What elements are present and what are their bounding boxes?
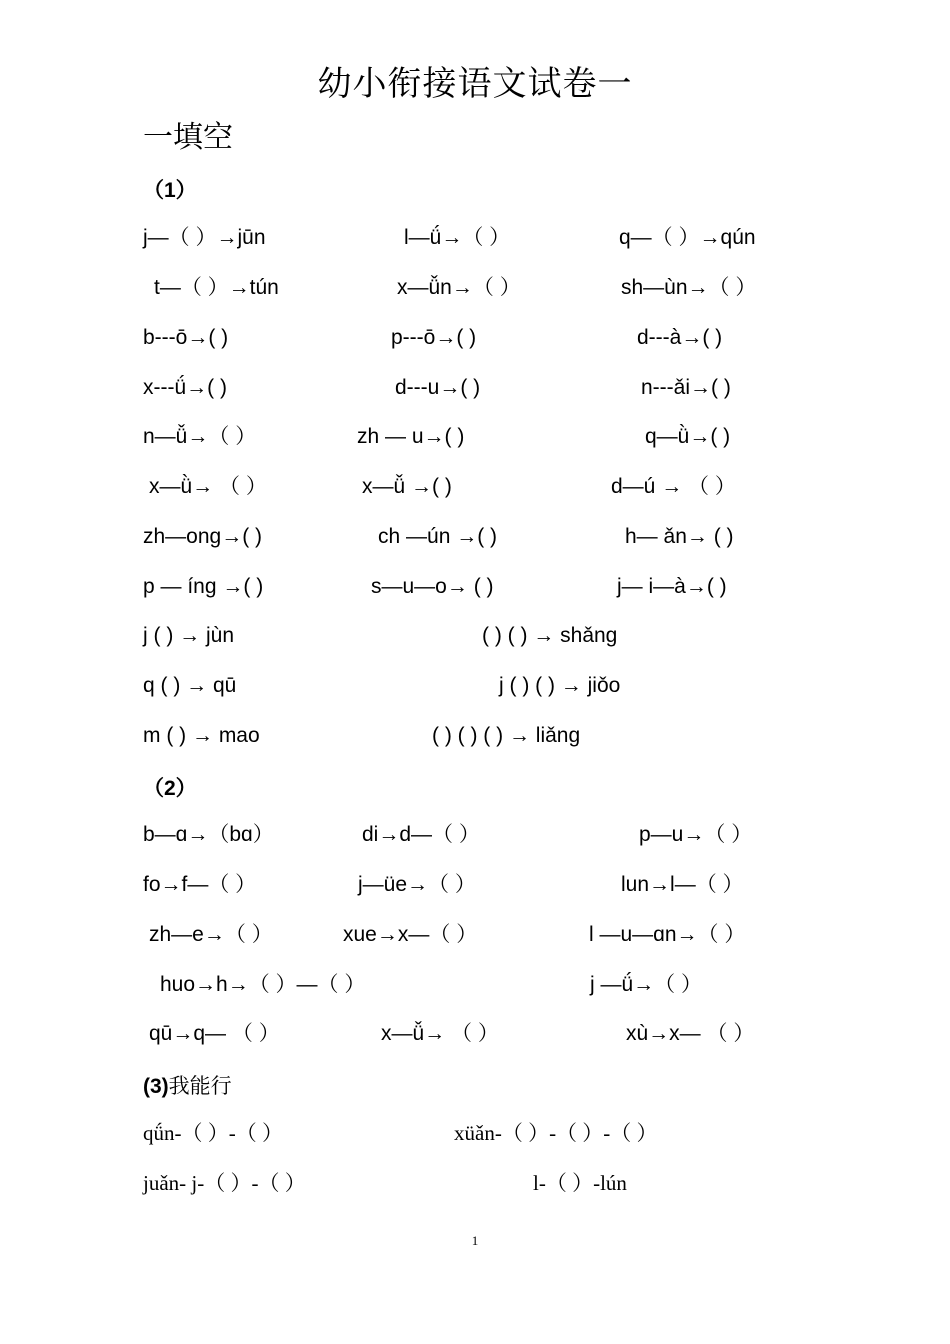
exercise-item: p---ō→( ) (391, 326, 477, 349)
exercise-item: m ( ) → mao (143, 724, 260, 747)
page-number: 1 (471, 1233, 479, 1248)
part3-number: (3) (143, 1075, 169, 1098)
exercise-item: x—ǚn→（ ） (397, 276, 521, 299)
exercise-item: q ( ) → qū (143, 674, 237, 697)
exercise-item: huo→h→（ ）—（ ） (160, 973, 366, 996)
section-heading: 一填空 (143, 120, 233, 155)
exercise-item: l—ǘ→（ ） (404, 226, 511, 249)
exercise-item: j— i—à→( ) (617, 575, 727, 598)
exercise-item: qū→q— （ ） (149, 1022, 280, 1045)
exercise-item: zh—ong→( ) (143, 525, 263, 548)
exercise-item: j —ǘ→（ ） (590, 973, 703, 996)
exercise-item: xue→x—（ ） (343, 923, 478, 946)
exercise-item: j ( ) ( ) → jiǒo (499, 674, 621, 697)
exercise-item: juǎn- j-（ ）-（ ） (143, 1171, 306, 1195)
exercise-item: x—ǜ→ （ ） (149, 475, 267, 498)
exercise-item: lun→l—（ ） (621, 873, 744, 896)
exercise-item: fo→f—（ ） (143, 873, 257, 896)
part3-title: 我能行 (168, 1074, 232, 1098)
exercise-item: xù→x— （ ） (626, 1022, 755, 1045)
exercise-item: n---ǎi→( ) (641, 376, 731, 399)
exercise-item: s—u—o→ ( ) (371, 575, 494, 598)
exercise-item: t—（ ）→tún (154, 276, 279, 299)
page-title: 幼小衔接语文试卷一 (317, 64, 633, 104)
exercise-item: n—ǚ→（ ） (143, 425, 257, 448)
exercise-item: sh—ùn→（ ） (621, 276, 757, 299)
exercise-item: j—üe→（ ） (358, 873, 476, 896)
exercise-item: ( ) ( ) → shǎng (482, 624, 618, 647)
exercise-item: d---u→( ) (395, 376, 481, 399)
exercise-item: zh—e→（ ） (149, 923, 273, 946)
exercise-item: p — íng →( ) (143, 575, 264, 598)
exercise-item: l —u—ɑn→（ ） (589, 923, 746, 946)
exercise-item: x—ǚ →( ) (362, 475, 452, 498)
exercise-item: xüǎn-（ ）-（ ）-（ ） (454, 1121, 658, 1145)
exercise-item: q—ǜ→( ) (645, 425, 731, 448)
exercise-item: b---ō→( ) (143, 326, 229, 349)
exercise-item: zh — u→( ) (357, 425, 465, 448)
exercise-item: qǘn-（ ）-（ ） (143, 1121, 283, 1145)
part2-label: （2） (143, 777, 197, 800)
part3-label (143, 1070, 232, 1100)
exercise-item: p—u→（ ） (639, 823, 753, 846)
exercise-item: ( ) ( ) ( ) → liǎng (432, 724, 581, 747)
exercise-item: l-（ ）-lún (533, 1171, 627, 1195)
exercise-item: q—（ ）→qún (619, 226, 756, 249)
exercise-item: d—ú → （ ） (611, 475, 736, 498)
exercise-item: x---ǘ→( ) (143, 376, 227, 399)
exercise-item: di→d—（ ） (362, 823, 480, 846)
exercise-item: x—ǚ→ （ ） (381, 1022, 499, 1045)
part1-label: （1） (143, 179, 197, 202)
exercise-item: ch —ún →( ) (378, 525, 498, 548)
exercise-item: j ( ) → jùn (143, 624, 235, 647)
exercise-item: j—（ ）→jūn (143, 226, 266, 249)
exercise-item: d---à→( ) (637, 326, 723, 349)
exercise-item: h— ǎn→ ( ) (625, 525, 734, 548)
exercise-item: b—ɑ→（bɑ） (143, 823, 274, 846)
